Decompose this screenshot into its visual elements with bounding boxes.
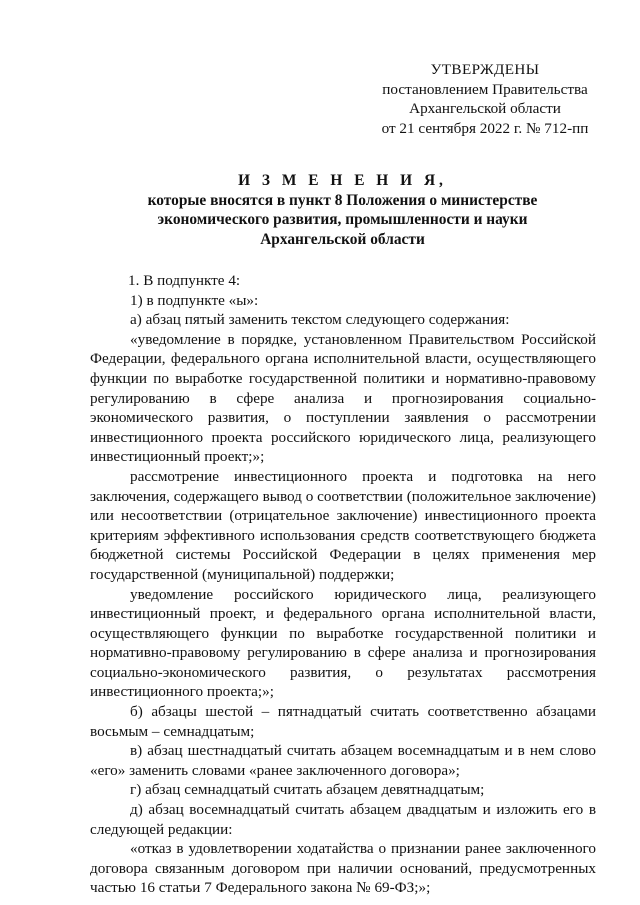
paragraph-item-1: 1. В подпункте 4: [128, 272, 241, 289]
paragraph-b: б) абзацы шестой – пятнадцатый считать соответственно абзацами восьмым – семнадцатым; [90, 703, 596, 740]
heading-line-1: которые вносятся в пункт 8 Положения о министерстве [147, 191, 538, 209]
paragraph-v: в) абзац шестнадцатый считать абзацем восемнадцатым и в нем слово «его» заменить словами «ранее заключенного договора»; [90, 742, 596, 779]
paragraph-quote-notification: «уведомление в порядке, установленном Правительством Российской Федерации, федерального органа исполнительной власти, осуществляющего функции по выработке государственной политики и нормативно-правовому регулированию в сфере анализа и прогнозирования социально-экономического развития, о поступлении заявления о рассмотрении инвестиционного проекта российского юридического лица, реализующего инвестиционный проект;»; [90, 330, 596, 466]
approval-line-2: Архангельской области [409, 100, 561, 117]
heading-main: И З М Е Н Е Н И Я, [238, 172, 447, 189]
heading-line-2: экономического развития, промышленности и науки [157, 211, 528, 228]
approval-line-3: от 21 сентября 2022 г. № 712-пп [381, 119, 589, 137]
heading-line-3: Архангельской области [260, 230, 425, 248]
document-body [90, 271, 596, 898]
approval-stamp [375, 60, 595, 138]
paragraph-notification-results: уведомление российского юридического лица, реализующего инвестиционный проект, и федерального органа исполнительной власти, осуществляющего функции по выработке государственной политики и нормативно-правовому регулированию в сфере анализа и прогнозирования социально-экономического развития, о результатах рассмотрения инвестиционного проекта;»; [90, 585, 596, 701]
document-heading [90, 171, 595, 249]
paragraph-a: а) абзац пятый заменить текстом следующего содержания: [130, 311, 510, 329]
paragraph-quote-refusal: «отказ в удовлетворении ходатайства о признании ранее заключенного договора связанным договором при наличии оснований, предусмотренных частью 16 статьи 7 Федерального закона № 69-ФЗ;»; [90, 840, 596, 897]
paragraph-review: рассмотрение инвестиционного проекта и подготовка на него заключения, содержащего вывод о соответствии (положительное заключение) или несоответствии (отрицательное заключение) инвестиционного проекта критериям эффективного использования средств соответствующего бюджета бюджетной системы Российской Федерации в целях применения мер государственной (муниципальной) поддержки; [90, 467, 596, 583]
approval-line-1: постановлением Правительства [382, 80, 588, 98]
paragraph-subitem-1: 1) в подпункте «ы»: [130, 291, 259, 309]
paragraph-g: г) абзац семнадцатый считать абзацем девятнадцатым; [130, 781, 485, 799]
paragraph-d: д) абзац восемнадцатый считать абзацем двадцатым и изложить его в следующей редакции: [90, 801, 596, 838]
approval-title: УТВЕРЖДЕНЫ [430, 61, 540, 78]
